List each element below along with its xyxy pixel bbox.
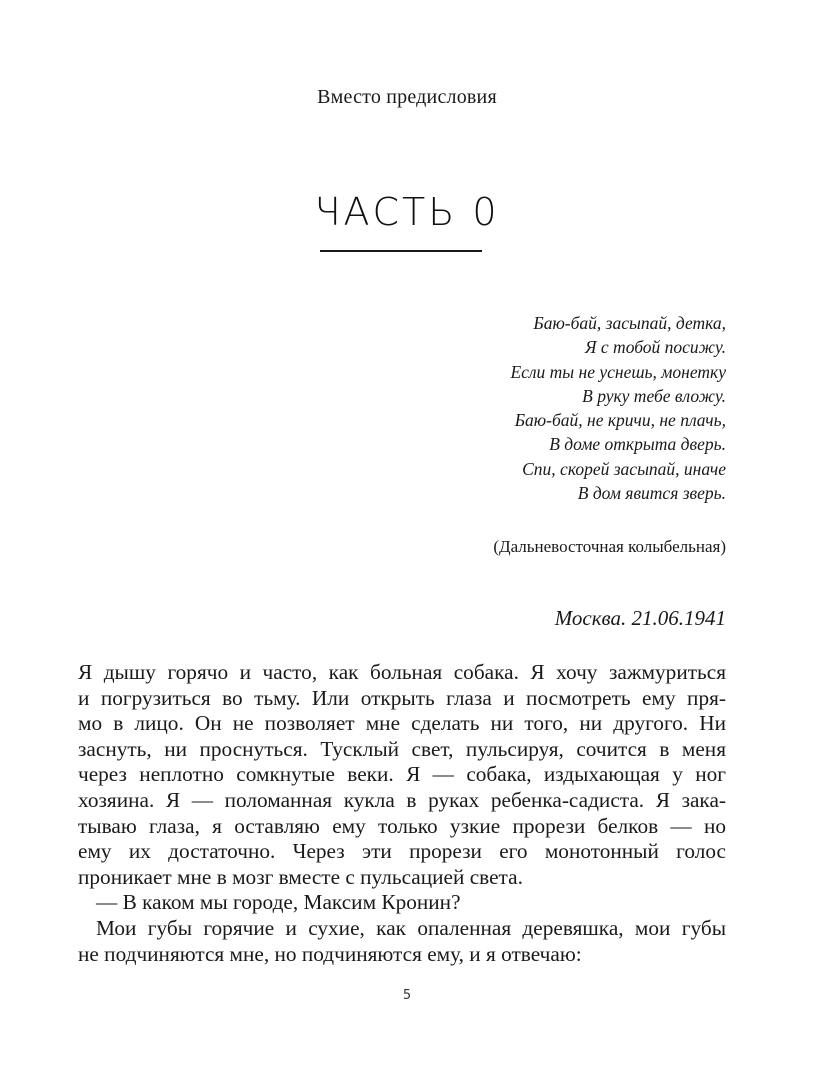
body-line: мо в лицо. Он не позволяет мне сделать ни того, ни другого. Ни xyxy=(78,711,726,736)
dialogue-line: — В каком мы городе, Максим Кронин? xyxy=(96,890,461,915)
body-line: проникает мне в мозг вместе с пульсацией света. xyxy=(78,864,523,889)
body-line: Мои губы горячие и сухие, как опаленная деревяшка, мои губы xyxy=(96,915,726,940)
poem-line: Баю-бай, засыпай, детка, xyxy=(533,313,726,333)
poem-line: Если ты не уснешь, монетку xyxy=(510,361,726,382)
body-line: ему их достаточно. Через эти прорези его монотонный голос xyxy=(78,839,726,864)
poem-line: Я с тобой посижу. xyxy=(585,337,726,358)
body-line: не подчиняются мне, но подчиняются ему, и я отвечаю: xyxy=(78,941,582,966)
poem-line: В руку тебе вложу. xyxy=(582,385,726,406)
body-line: тываю глаза, я оставляю ему только узкие прорези белков — но xyxy=(78,813,726,838)
body-line: и погрузиться во тьму. Или открыть глаза и посмотреть ему пря- xyxy=(78,685,726,710)
dateline: Москва. 21.06.1941 xyxy=(554,606,726,630)
poem-line: Спи, скорей засыпай, иначе xyxy=(522,458,726,479)
epigraph-poem xyxy=(510,311,726,505)
poem-line: В дом явится зверь. xyxy=(577,483,726,504)
body-line: через неплотно сомкнутые веки. Я — собака, издыхающая у ног xyxy=(78,762,726,787)
part-title: ЧАСТЬ 0 xyxy=(314,190,500,234)
poem-line: Баю-бай, не кричи, не плачь, xyxy=(514,410,726,431)
preface-label: Вместо предисловия xyxy=(317,86,497,108)
page-number: 5 xyxy=(402,988,412,1003)
epigraph-source: (Дальневосточная колыбельная) xyxy=(493,537,726,556)
title-divider xyxy=(320,250,482,252)
body-text xyxy=(78,660,726,967)
body-line: Я дышу горячо и часто, как больная собака. Я хочу зажмуриться xyxy=(78,660,726,684)
body-line: заснуть, ни проснуться. Тусклый свет, пульсируя, сочится в меня xyxy=(78,736,726,761)
poem-line: В доме открыта дверь. xyxy=(549,434,726,455)
body-line: хозяина. Я — поломанная кукла в руках ребенка-садиста. Я зака- xyxy=(78,787,726,812)
